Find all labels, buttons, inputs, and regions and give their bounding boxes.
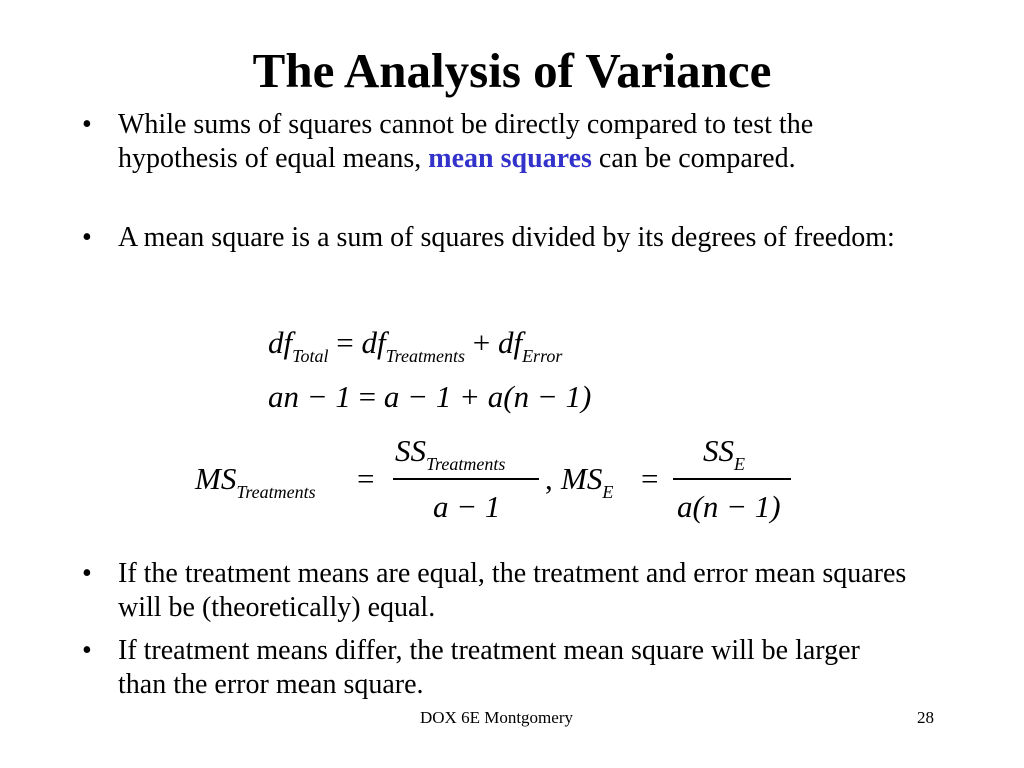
bullet-marker: • [82,222,92,253]
df-error-symbol: df [497,325,523,360]
ms-treatments-term [195,461,316,502]
page-number: 28 [917,708,934,727]
df-treatments-subscript: Treatments [385,346,465,366]
ss-treatments-numerator [395,433,506,474]
equals-sign: = [641,461,659,496]
fraction-bar-treatments [393,478,539,480]
df-equation [268,325,562,365]
ss-treatments-subscript: Treatments [426,454,506,474]
bullet-text: A mean square is a sum of squares divided by its degrees of freedom: [118,222,895,253]
bullet-item-4 [82,634,912,702]
comma: , [545,461,553,496]
ss-treatments-symbol: SS [395,433,426,468]
emphasis-mean-squares: mean squares [428,143,592,174]
df-error-subscript: Error [522,346,563,366]
equals-sign: = [358,379,377,414]
ms-treatments-symbol: MS [195,461,237,496]
bullet-text: If the treatment means are equal, the treatment and error mean squares will be (theoretically) equal. [118,558,907,623]
ss-error-numerator [703,433,745,474]
fraction-bar-error [673,478,791,480]
df-treatments-symbol: df [361,325,386,360]
treatments-denominator: a − 1 [433,489,501,524]
ss-error-symbol: SS [703,433,734,468]
bullet-marker: • [82,109,92,140]
bullet-marker: • [82,635,92,666]
slide-title: The Analysis of Variance [252,43,772,98]
bullet-text [118,108,912,176]
df-numeric-rhs: a − 1 + a(n − 1) [383,379,592,414]
plus-sign: + [472,325,491,360]
ms-error-symbol: MS [561,461,603,496]
equals-sign: = [336,325,354,360]
ss-error-subscript: E [734,454,745,474]
bullet-item-1 [82,108,912,176]
df-numeric-equation [268,379,591,415]
bullet-item-2 [82,221,912,255]
bullet-item-3 [82,557,912,625]
bullet-text-after: can be compared. [591,143,796,174]
df-total-subscript: Total [292,346,329,366]
df-total-symbol: df [268,325,293,360]
footer-text: DOX 6E Montgomery [420,708,573,727]
mean-square-equation [195,433,815,529]
bullet-text-before: While sums of squares cannot be directly compared to test the hypothesis of equal means, [118,109,814,174]
ms-error-subscript: E [602,482,614,502]
ms-error-term [561,461,614,502]
error-denominator: a(n − 1) [677,489,781,524]
equals-sign: = [357,461,375,496]
df-numeric-lhs: an − 1 [268,379,351,414]
ms-treatments-subscript: Treatments [236,482,316,502]
bullet-text: If treatment means differ, the treatment mean square will be larger than the error mean square. [118,635,860,700]
bullet-marker: • [82,558,92,589]
